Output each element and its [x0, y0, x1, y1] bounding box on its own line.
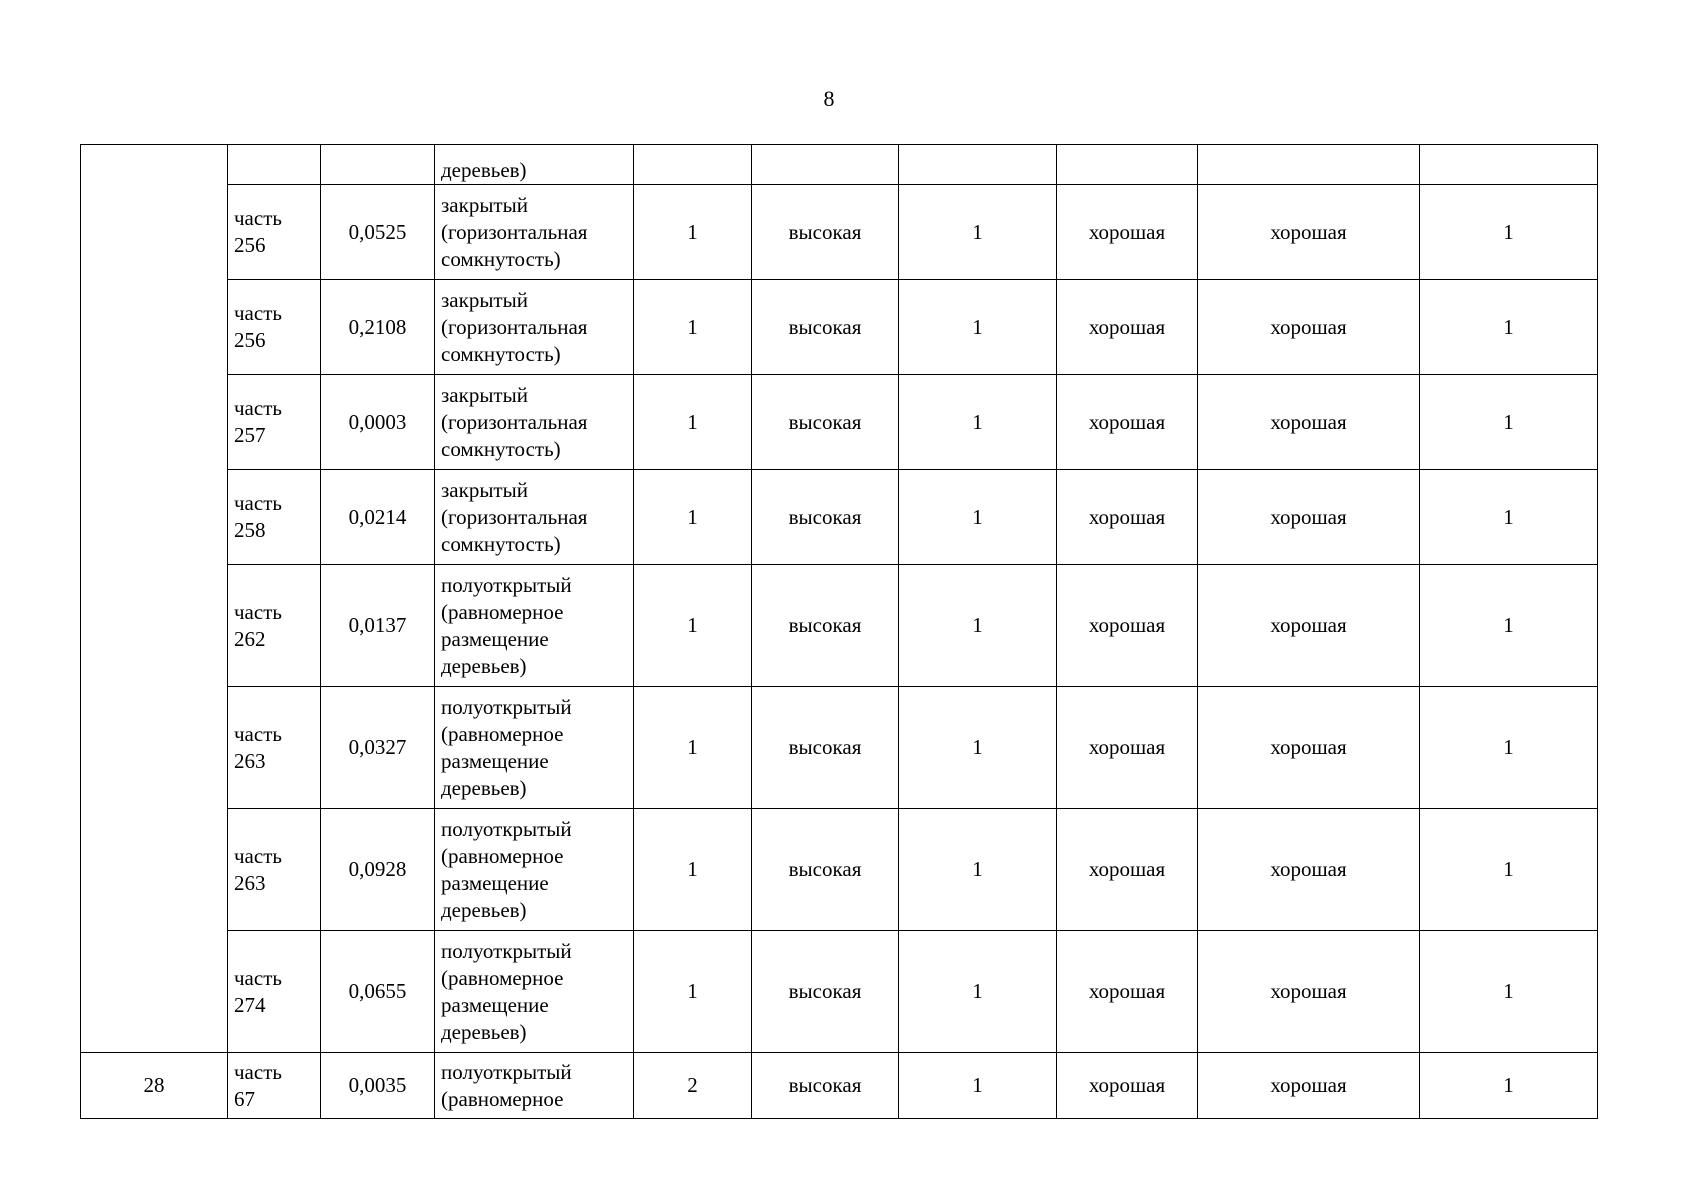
area-cell: 0,0003: [321, 375, 435, 470]
value-cell: 1: [899, 1053, 1057, 1119]
table-row: [81, 931, 1598, 1053]
part-cell: часть 256: [228, 185, 321, 280]
value-cell: хорошая: [1057, 687, 1198, 809]
area-cell: 0,0137: [321, 565, 435, 687]
value-cell: хорошая: [1057, 1053, 1198, 1119]
table-cell: [752, 145, 899, 185]
table-cell: [1198, 145, 1420, 185]
table-row: [81, 375, 1598, 470]
value-cell: высокая: [752, 280, 899, 375]
table-row: [81, 809, 1598, 931]
value-cell: 1: [1420, 185, 1598, 280]
value-cell: 1: [634, 687, 752, 809]
area-cell: 0,0928: [321, 809, 435, 931]
value-cell: высокая: [752, 931, 899, 1053]
value-cell: 1: [899, 375, 1057, 470]
value-cell: 1: [1420, 565, 1598, 687]
area-cell: 0,0327: [321, 687, 435, 809]
table-row: [81, 145, 1598, 185]
value-cell: 1: [1420, 470, 1598, 565]
type-cell: закрытый (горизонтальная сомкнутость): [435, 470, 634, 565]
table-cell: [228, 145, 321, 185]
value-cell: 2: [634, 1053, 752, 1119]
value-cell: 1: [1420, 931, 1598, 1053]
value-cell: 1: [1420, 687, 1598, 809]
table-cell: [1420, 145, 1598, 185]
value-cell: 1: [634, 931, 752, 1053]
value-cell: хорошая: [1198, 565, 1420, 687]
value-cell: 1: [899, 470, 1057, 565]
part-cell: часть 258: [228, 470, 321, 565]
part-cell: часть 262: [228, 565, 321, 687]
value-cell: 1: [1420, 809, 1598, 931]
value-cell: хорошая: [1057, 931, 1198, 1053]
value-cell: хорошая: [1198, 931, 1420, 1053]
value-cell: хорошая: [1198, 185, 1420, 280]
part-cell: часть 257: [228, 375, 321, 470]
value-cell: 1: [899, 687, 1057, 809]
value-cell: 1: [899, 565, 1057, 687]
value-cell: высокая: [752, 185, 899, 280]
value-cell: 1: [1420, 280, 1598, 375]
table-cell: [634, 145, 752, 185]
area-cell: 0,0655: [321, 931, 435, 1053]
page-number: 8: [823, 86, 835, 111]
type-cell: полуоткрытый (равномерное размещение деревьев): [435, 687, 634, 809]
value-cell: высокая: [752, 687, 899, 809]
value-cell: 1: [634, 185, 752, 280]
table-row: [81, 565, 1598, 687]
area-cell: 0,2108: [321, 280, 435, 375]
value-cell: высокая: [752, 1053, 899, 1119]
merged-number-cell: [81, 145, 228, 1053]
table-row: [81, 1053, 1598, 1119]
value-cell: 1: [634, 470, 752, 565]
part-cell: часть 67: [228, 1053, 321, 1119]
type-cell: полуоткрытый (равномерное: [435, 1053, 634, 1119]
value-cell: хорошая: [1198, 280, 1420, 375]
value-cell: хорошая: [1057, 185, 1198, 280]
value-cell: хорошая: [1057, 280, 1198, 375]
part-cell: часть 274: [228, 931, 321, 1053]
table-cell: [321, 145, 435, 185]
value-cell: 1: [899, 809, 1057, 931]
table-row: [81, 185, 1598, 280]
area-cell: 0,0214: [321, 470, 435, 565]
part-cell: часть 256: [228, 280, 321, 375]
value-cell: 1: [634, 565, 752, 687]
area-cell: 0,0035: [321, 1053, 435, 1119]
type-cell: закрытый (горизонтальная сомкнутость): [435, 280, 634, 375]
table-row: [81, 470, 1598, 565]
value-cell: 1: [1420, 1053, 1598, 1119]
type-cell: полуоткрытый (равномерное размещение деревьев): [435, 809, 634, 931]
value-cell: 1: [634, 280, 752, 375]
row-number-cell: 28: [81, 1053, 228, 1119]
table-cell: [1057, 145, 1198, 185]
value-cell: 1: [1420, 375, 1598, 470]
value-cell: высокая: [752, 470, 899, 565]
data-table: [80, 144, 1598, 1119]
part-cell: часть 263: [228, 809, 321, 931]
value-cell: хорошая: [1198, 687, 1420, 809]
table-row: [81, 687, 1598, 809]
type-cell: закрытый (горизонтальная сомкнутость): [435, 185, 634, 280]
value-cell: 1: [634, 375, 752, 470]
part-cell: часть 263: [228, 687, 321, 809]
value-cell: хорошая: [1198, 1053, 1420, 1119]
value-cell: высокая: [752, 565, 899, 687]
type-cell: полуоткрытый (равномерное размещение деревьев): [435, 931, 634, 1053]
value-cell: хорошая: [1057, 809, 1198, 931]
value-cell: хорошая: [1198, 809, 1420, 931]
value-cell: 1: [634, 809, 752, 931]
value-cell: хорошая: [1057, 470, 1198, 565]
value-cell: хорошая: [1057, 565, 1198, 687]
value-cell: хорошая: [1198, 470, 1420, 565]
value-cell: 1: [899, 280, 1057, 375]
value-cell: 1: [899, 185, 1057, 280]
value-cell: хорошая: [1198, 375, 1420, 470]
value-cell: хорошая: [1057, 375, 1198, 470]
value-cell: высокая: [752, 809, 899, 931]
area-cell: 0,0525: [321, 185, 435, 280]
table-row: [81, 280, 1598, 375]
type-cell: деревьев): [435, 145, 634, 185]
type-cell: полуоткрытый (равномерное размещение деревьев): [435, 565, 634, 687]
value-cell: 1: [899, 931, 1057, 1053]
table-cell: [899, 145, 1057, 185]
value-cell: высокая: [752, 375, 899, 470]
type-cell: закрытый (горизонтальная сомкнутость): [435, 375, 634, 470]
